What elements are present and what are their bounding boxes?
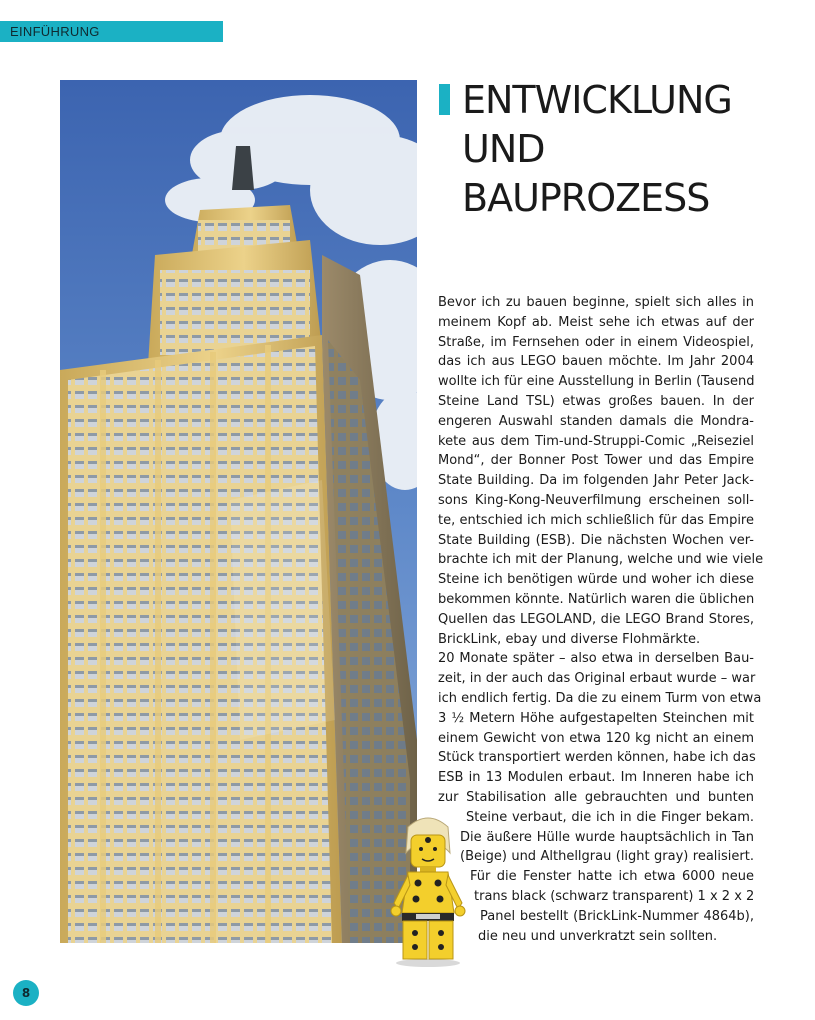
body-line: die neu und unverkratzt sein sollten. (478, 928, 718, 944)
body-line: Stück transportiert werden können, habe ich das (438, 750, 756, 766)
body-line: zeit, in der auch das Original erbaut wurde – war (438, 671, 756, 687)
body-line: Mond“, der Bonner Post Tower und das Empire (438, 453, 754, 469)
body-line: Quellen das LEGOLAND, die LEGO Brand Stores, (438, 611, 754, 627)
body-line: ESB in 13 Modulen erbaut. Im Inneren habe ich (438, 770, 754, 786)
body-line: Für die Fenster hatte ich etwa 6000 neue (470, 869, 754, 885)
title-line: UND (462, 127, 545, 171)
body-line: 3 ½ Metern Höhe aufgestapelten Steinchen mit (438, 710, 754, 726)
body-line: Steine ich benötigen würde und woher ich diese (438, 572, 754, 588)
building-illustration (60, 80, 417, 943)
body-line: einem Gewicht von etwa 120 kg nicht an einem (438, 730, 754, 746)
body-line: brachte ich mit der Planung, welche und wie viele (438, 552, 764, 568)
page-title (462, 76, 802, 223)
body-line: wollte ich für eine Ausstellung in Berlin (Tausend (438, 374, 755, 390)
body-line: meinem Kopf ab. Meist sehe ich etwas auf der (438, 314, 754, 330)
article-body (438, 293, 764, 946)
body-line: (Beige) und Althellgrau (light gray) realisiert. (460, 849, 754, 865)
body-line: Steine Land TSL) etwas großes bauen. In der (438, 393, 754, 409)
lego-minifigure-illustration (386, 813, 470, 968)
empire-state-building-photo (60, 80, 417, 943)
body-line: kete aus dem Tim-und-Struppi-Comic „Reiseziel (438, 433, 754, 449)
body-line: bekommen könnte. Natürlich waren die üblichen (438, 591, 755, 607)
title-accent-bar (439, 84, 450, 115)
body-line: Steine verbaut, die ich in die Finger bekam. (466, 809, 754, 825)
body-line: Panel bestellt (BrickLink-Nummer 4864b), (480, 908, 754, 924)
body-line: zur Stabilisation alle gebrauchten und bunten (438, 789, 754, 805)
body-line: BrickLink, ebay und diverse Flohmärkte. (438, 631, 701, 647)
body-line: Straße, im Fernsehen oder in einem Videospiel, (438, 334, 754, 350)
title-line: ENTWICKLUNG (462, 78, 732, 122)
section-label: EINFÜHRUNG (0, 21, 223, 42)
body-line: sons King-Kong-Neuverfilmung erscheinen soll- (438, 492, 754, 508)
body-line: 20 Monate später – also etwa in derselben Bau- (438, 651, 754, 667)
body-line: engeren Auswahl standen damals die Mondra- (438, 413, 754, 429)
body-line: ich endlich fertig. Da die zu einem Turm von etwa (438, 690, 762, 706)
body-line: Bevor ich zu bauen beginne, spielt sich alles in (438, 295, 754, 310)
title-line: BAUPROZESS (462, 176, 710, 220)
page-number: 8 (13, 980, 39, 1006)
body-line: State Building (ESB). Die nächsten Wochen ver- (438, 532, 754, 548)
body-line: das ich aus LEGO bauen möchte. Im Jahr 2004 (438, 354, 754, 370)
body-line: te, entschied ich mich schließlich für das Empire (438, 512, 754, 528)
body-line: State Building. Da im folgenden Jahr Peter Jack- (438, 473, 754, 489)
body-line: Die äußere Hülle wurde hauptsächlich in Tan (460, 829, 754, 845)
body-line: trans black (schwarz transparent) 1 x 2 x 2 (474, 888, 755, 904)
